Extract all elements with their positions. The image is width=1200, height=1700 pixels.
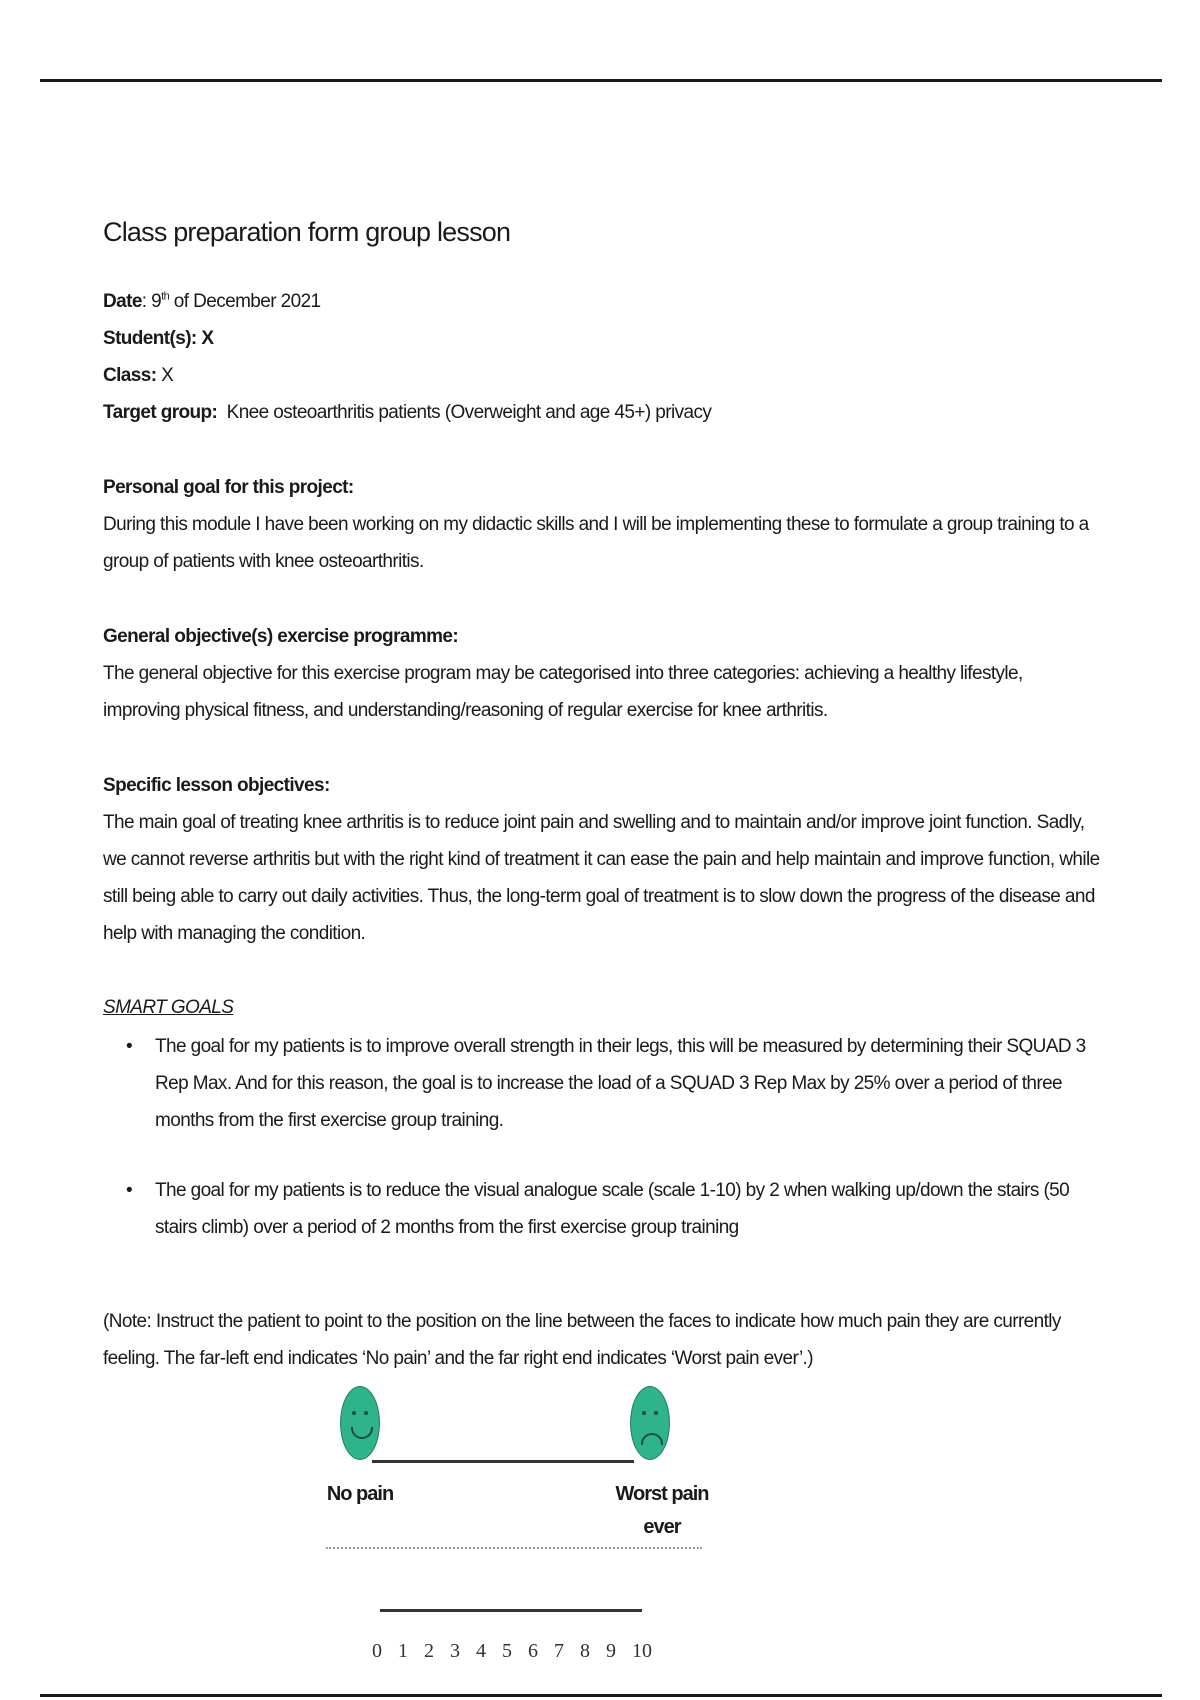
scale-line bbox=[380, 1609, 642, 1612]
class-label: Class: bbox=[103, 365, 157, 386]
date-day: 9 bbox=[151, 291, 162, 312]
personal-goal-text: During this module I have been working on my didactic skills and I will be implementing these to formulate a group training to a group of patients with knee osteoarthritis. bbox=[103, 514, 1089, 572]
pain-scale-note: (Note: Instruct the patient to point to the position on the line between the faces to indicate how much pain they are currently feeling. The far-left end indicates ‘No pain’ and the far right end indicates ‘Worst pain ever’.) bbox=[103, 1311, 1061, 1369]
target-group-label: Target group: bbox=[103, 402, 218, 423]
general-objective-text: The general objective for this exercise program may be categorised into three categories: achieving a healthy lifestyle, improving physical fitness, and understanding/reasoning of regular exercise for knee arthritis. bbox=[103, 663, 1023, 721]
list-item bbox=[126, 1172, 1103, 1246]
date-label: Date bbox=[103, 291, 142, 312]
students-value: X bbox=[201, 328, 214, 349]
scale-numbers bbox=[372, 1640, 652, 1663]
smart-goal-text: The goal for my patients is to improve overall strength in their legs, this will be measured by determining their SQUAD 3 Rep Max. And for this reason, the goal is to increase the load of a SQUAD 3 Rep Max by 25% over a period of three months from the first exercise group training. bbox=[155, 1036, 1086, 1131]
target-group-value: Knee osteoarthritis patients (Overweight and age 45+) privacy bbox=[226, 402, 712, 423]
date-rest: of December 2021 bbox=[169, 291, 321, 312]
scale-number: 6 bbox=[528, 1640, 538, 1662]
scale-number: 8 bbox=[580, 1640, 590, 1662]
specific-objectives-text: The main goal of treating knee arthritis is to reduce joint pain and swelling and to maintain and/or improve joint function. Sadly, we cannot reverse arthritis but with the right kind of treatment it can ease the pain and help maintain and improve function, while still being able to carry out daily activities. Thus, the long-term goal of treatment is to slow down the progress of the disease and help with managing the condition. bbox=[103, 812, 1100, 944]
happy-face-icon bbox=[340, 1386, 380, 1460]
bullet-icon: • bbox=[126, 1180, 133, 1201]
smart-goals-list bbox=[103, 1028, 1103, 1246]
class-value: X bbox=[161, 365, 174, 386]
bullet-icon: • bbox=[126, 1036, 133, 1057]
scale-number: 3 bbox=[450, 1640, 460, 1662]
specific-objectives-heading: Specific lesson objectives: bbox=[103, 775, 330, 796]
scale-number: 10 bbox=[632, 1640, 652, 1662]
scale-number: 9 bbox=[606, 1640, 616, 1662]
smart-goal-text: The goal for my patients is to reduce the visual analogue scale (scale 1-10) by 2 when walking up/down the stairs (50 stairs climb) over a period of 2 months from the first exercise group training bbox=[155, 1180, 1070, 1238]
footer-rule bbox=[40, 1694, 1162, 1697]
worst-pain-label-line2: ever bbox=[643, 1516, 681, 1538]
students-line bbox=[103, 320, 1103, 357]
document-body bbox=[103, 212, 1103, 1377]
personal-goal-heading: Personal goal for this project: bbox=[103, 477, 354, 498]
date-suffix: th bbox=[161, 290, 170, 303]
class-line bbox=[103, 357, 1103, 394]
worst-pain-label-line1: Worst pain bbox=[615, 1483, 709, 1505]
scale-number: 7 bbox=[554, 1640, 564, 1662]
page-title: Class preparation form group lesson bbox=[103, 217, 511, 247]
target-group-line bbox=[103, 394, 1103, 431]
students-label: Student(s): bbox=[103, 328, 197, 349]
general-objective-heading: General objective(s) exercise programme: bbox=[103, 626, 459, 647]
no-pain-label: No pain bbox=[326, 1483, 394, 1505]
header-rule bbox=[40, 79, 1162, 82]
scale-number: 5 bbox=[502, 1640, 512, 1662]
scale-number: 0 bbox=[372, 1640, 382, 1662]
scale-number: 4 bbox=[476, 1640, 486, 1662]
sad-face-icon bbox=[630, 1386, 670, 1460]
worst-pain-label bbox=[612, 1478, 712, 1544]
smart-goals-heading: SMART GOALS bbox=[103, 997, 234, 1018]
list-item bbox=[126, 1028, 1103, 1139]
dotted-divider bbox=[326, 1547, 702, 1549]
vas-line bbox=[372, 1460, 634, 1463]
scale-number: 1 bbox=[398, 1640, 408, 1662]
scale-number: 2 bbox=[424, 1640, 434, 1662]
date-line: Date: 9th of December 2021 bbox=[103, 290, 321, 312]
